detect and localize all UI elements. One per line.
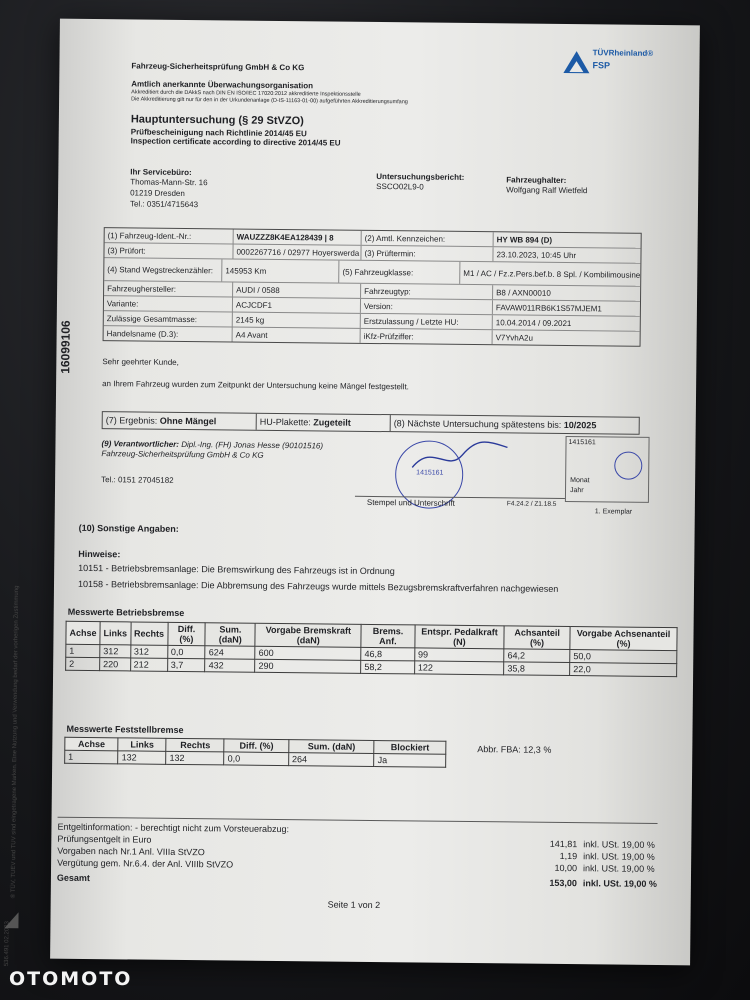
vehicle-field-value: B8 / AXN00010	[496, 287, 551, 298]
responsible-name: Dipl.-Ing. (FH) Jonas Hesse (90101516)	[181, 439, 324, 451]
vehicle-field-value: 0002267716 / 02977 Hoyerswerda	[233, 245, 361, 260]
service_brake-cell: 50,0	[570, 650, 677, 664]
service_brake-header-cell: Vorgabe Bremskraft (daN)	[255, 623, 361, 647]
parking_brake-header-cell: Blockiert	[374, 741, 446, 755]
parking-brake-title: Messwerte Feststellbremse	[66, 723, 184, 736]
page-title: Hauptuntersuchung (§ 29 StVZO)	[130, 113, 304, 128]
vehicle-field-value: A4 Avant	[233, 328, 361, 343]
result-cell	[103, 412, 257, 430]
parking_brake-cell: 0,0	[224, 752, 289, 766]
vehicle-field-value: M1 / AC / Fz.z.Pers.bef.b. 8 Spl. / Kombilimousine	[463, 268, 641, 280]
vehicle-field-label: (4) Stand Wegstreckenzähler:	[104, 258, 222, 281]
greeting: Sehr geehrter Kunde,	[102, 357, 179, 367]
vehicle-field-label: Erstzulassung / Letzte HU:	[361, 314, 493, 329]
fee-label: Vorgaben nach Nr.1 Anl. VIIIa StVZO	[57, 845, 205, 858]
parking_brake-cell: 264	[288, 753, 374, 767]
service_brake-cell: 432	[205, 659, 255, 673]
vehicle-field-value: FAVAW011RB6K1S57MJEM1	[495, 302, 602, 313]
service-office-street: Thomas-Mann-Str. 16	[130, 177, 208, 188]
service_brake-cell: 3,7	[167, 658, 205, 671]
form-reference: F4.24.2 / Z1.18.5	[506, 500, 557, 508]
service_brake-cell: 312	[100, 645, 131, 658]
service-office-label: Ihr Servicebüro:	[130, 167, 192, 178]
service_brake-header-cell: Links	[100, 622, 131, 645]
service_brake-cell: 212	[130, 658, 167, 671]
fee-vat: inkl. USt. 19,00 %	[583, 851, 655, 862]
parking_brake-header-cell: Rechts	[166, 738, 224, 752]
subtitle-de: Prüfbescheinigung nach Richtlinie 2014/45 EU	[130, 127, 307, 139]
otomoto-watermark: OTOMOTO	[9, 968, 133, 990]
service_brake-cell: 624	[205, 646, 255, 660]
parking_brake-cell: 132	[118, 751, 166, 765]
plaque-seal-icon	[614, 452, 642, 480]
other-info-heading: (10) Sonstige Angaben:	[78, 522, 179, 534]
parking_brake-header-cell: Links	[118, 738, 166, 752]
fee-total-label: Gesamt	[56, 872, 91, 884]
fee-vat: inkl. USt. 19,00 %	[583, 863, 655, 874]
parking_brake-header-cell: Sum. (daN)	[289, 740, 375, 754]
service_brake-cell: 35,8	[504, 662, 570, 676]
tuv-logo-inner	[569, 61, 583, 72]
subtitle-en: Inspection certificate according to directive 2014/45 EU	[130, 136, 341, 148]
hint-2: 10158 - Betriebsbremsanlage: Die Abbremsung des Fahrzeugs wurde mittels Bezugsbremskraftverfahren nachgewiesen	[77, 578, 559, 594]
service_brake-cell: 46,8	[361, 647, 415, 661]
next-inspection-value: 10/2025	[563, 419, 597, 431]
stamp-number: 1415161	[416, 469, 444, 477]
vehicle-field-label: Variante:	[104, 296, 233, 311]
vehicle-field-value: 23.10.2023, 10:45 Uhr	[496, 249, 577, 260]
report-number: SSCO02L9-0	[376, 181, 424, 192]
service_brake-cell: 1	[66, 644, 100, 657]
hints-label: Hinweise:	[78, 548, 121, 560]
responsible-company: Fahrzeug-Sicherheitsprüfung GmbH & Co KG	[101, 449, 264, 460]
vehicle-field-label: (2) Amtl. Kennzeichen:	[362, 231, 494, 246]
stamp-signature-label: Stempel und Unterschrift	[366, 497, 455, 508]
fee-vat: inkl. USt. 19,00 %	[583, 839, 655, 850]
letter-body: an Ihrem Fahrzeug wurden zum Zeitpunkt der Untersuchung keine Mängel festgestellt.	[102, 379, 409, 392]
parking_brake-cell: Ja	[374, 754, 446, 768]
fee-total-amount: 153,00	[549, 877, 577, 889]
service_brake-cell: 0,0	[167, 645, 205, 658]
vehicle-field-value: 2145 kg	[233, 313, 361, 328]
serial-number: 16099106	[58, 320, 73, 374]
fba-ratio: Abbr. FBA: 12,3 %	[477, 744, 552, 755]
fee-list	[57, 834, 657, 876]
service_brake-cell: 58,2	[361, 660, 415, 674]
service_brake-cell: 2	[66, 657, 100, 670]
vehicle-field-value: HY WB 894 (D)	[496, 234, 553, 245]
report-label: Untersuchungsbericht:	[376, 171, 465, 182]
document-page	[4, 19, 700, 967]
vehicle-field-label: Fahrzeugtyp:	[361, 284, 493, 299]
fee-label: Vergütung gem. Nr.6.4. der Anl. VIIIb StVZO	[57, 857, 234, 870]
table-row	[65, 750, 446, 767]
logo-sub: FSP	[592, 60, 611, 71]
signature	[407, 432, 518, 483]
next-inspection-label: (8) Nächste Untersuchung spätestens bis:	[393, 418, 562, 430]
service_brake-header-cell: Entspr. Pedalkraft (N)	[415, 625, 505, 649]
service_brake-cell: 64,2	[504, 649, 570, 663]
parking_brake-header-cell: Diff. (%)	[224, 739, 289, 753]
service_brake-cell: 122	[414, 661, 504, 675]
service_brake-cell: 99	[414, 648, 504, 662]
vehicle-field-label: (3) Prüftermin:	[361, 246, 493, 261]
vehicle-field-label: Handelsname (D.3):	[104, 326, 233, 341]
vehicle-field-value: 145953 Km	[222, 259, 339, 282]
accreditation-line-1: Akkreditiert durch die DAkkS nach DIN EN ISO/IEC 17020:2012 akkreditierte Inspektionsstelle	[131, 89, 361, 98]
plakette-label: HU-Plakette:	[259, 416, 311, 428]
plakette-value: Zugeteilt	[313, 417, 351, 428]
service-brake-table	[65, 621, 677, 677]
trademark-note: ® TÜV, TUEV und TUV sind eingetragene Marken. Eine Nutzung und Verwendung bedarf der vorherigen Zustimmung	[10, 585, 21, 899]
service-brake-title: Messwerte Betriebsbremse	[67, 606, 185, 619]
form-code: 536.491 02.2023	[4, 921, 11, 967]
parking_brake-header-cell: Achse	[65, 737, 119, 751]
parking_brake-cell: 1	[65, 750, 119, 764]
org-title: Amtlich anerkannte Überwachungsorganisation	[131, 79, 314, 91]
service-office-city: 01219 Dresden	[130, 188, 185, 198]
service_brake-header-cell: Brems. Anf.	[361, 624, 415, 648]
parking-brake-table	[64, 737, 446, 768]
vehicle-field-label: (3) Prüfort:	[104, 243, 233, 258]
vehicle-field-value: AUDI / 0588	[233, 283, 361, 298]
plaque-month: Monat	[570, 477, 590, 485]
service_brake-header-cell: Sum. (daN)	[205, 623, 255, 647]
fee-total-vat: inkl. USt. 19,00 %	[582, 878, 657, 889]
fee-amount: 141,81	[549, 838, 578, 850]
fee-amount: 10,00	[554, 862, 578, 874]
vehicle-field-label: Version:	[361, 299, 493, 314]
plaque-year: Jahr	[569, 487, 584, 495]
service_brake-header-cell: Rechts	[130, 622, 167, 645]
hu-plaque-box	[565, 436, 650, 503]
responsible-label: (9) Verantwortlicher:	[101, 439, 180, 449]
service_brake-cell: 290	[255, 659, 361, 673]
company-name: Fahrzeug-Sicherheitsprüfung GmbH & Co KG	[131, 61, 305, 73]
service_brake-cell: 22,0	[570, 663, 677, 677]
plaque-number: 1415161	[568, 439, 596, 447]
service-office-phone: Tel.: 0351/4715643	[129, 199, 199, 210]
fee-label: Prüfungsentgelt in Euro	[57, 833, 152, 845]
service_brake-cell: 312	[130, 645, 167, 658]
fee-amount: 1,19	[559, 850, 578, 862]
brand-mark-icon	[2, 910, 20, 930]
service_brake-header-cell: Achsanteil (%)	[504, 626, 570, 650]
inspection-result-row	[102, 411, 640, 435]
vehicle-field-value: 10.04.2014 / 09.2021	[495, 317, 572, 328]
result-label: (7) Ergebnis:	[105, 415, 158, 426]
page-number: Seite 1 von 2	[327, 899, 381, 911]
service_brake-header-cell: Achse	[66, 621, 100, 644]
vehicle-field-value: WAUZZZ8K4EA128439 | 8	[234, 230, 362, 245]
logo-brand: TÜVRheinland®	[592, 48, 654, 58]
holder-label: Fahrzeughalter:	[506, 175, 567, 185]
vehicle-field-value: ACJCDF1	[233, 298, 361, 313]
vehicle-field-label: (1) Fahrzeug-Ident.-Nr.:	[105, 228, 234, 243]
accreditation-line-2: Die Akkreditierung gilt nur für den in der Urkundenanlage (D-IS-11163-01-00) aufgeführten Akkreditierungsumfang	[131, 96, 408, 106]
vehicle-field-label: (5) Fahrzeugklasse:	[339, 261, 460, 284]
vehicle-field-label: Zulässige Gesamtmasse:	[104, 311, 233, 326]
next-inspection-cell	[391, 415, 639, 434]
service_brake-cell: 220	[100, 658, 131, 671]
vehicle-field-value: V7YvhA2u	[495, 332, 534, 343]
fee-info: Entgeltinformation: - berechtigt nicht zum Vorsteuerabzug:	[57, 821, 290, 835]
vehicle-field-label: Fahrzeughersteller:	[104, 281, 233, 296]
plakette-cell	[257, 414, 391, 431]
hint-1: 10151 - Betriebsbremsanlage: Die Bremswirkung des Fahrzeugs ist in Ordnung	[78, 562, 395, 577]
responsible-phone: Tel.: 0151 27045182	[101, 475, 174, 485]
service_brake-header-cell: Vorgabe Achsenanteil (%)	[570, 627, 677, 651]
parking_brake-cell: 132	[166, 751, 224, 765]
vehicle-field-label: iKfz-Prüfziffer:	[361, 329, 493, 344]
vehicle-info-table	[103, 227, 642, 347]
service_brake-header-cell: Diff. (%)	[167, 622, 205, 645]
result-value: Ohne Mängel	[159, 415, 217, 427]
copy-label: 1. Exemplar	[594, 508, 633, 516]
holder-name: Wolfgang Ralf Wietfeld	[506, 185, 588, 196]
service_brake-cell: 600	[255, 646, 361, 660]
